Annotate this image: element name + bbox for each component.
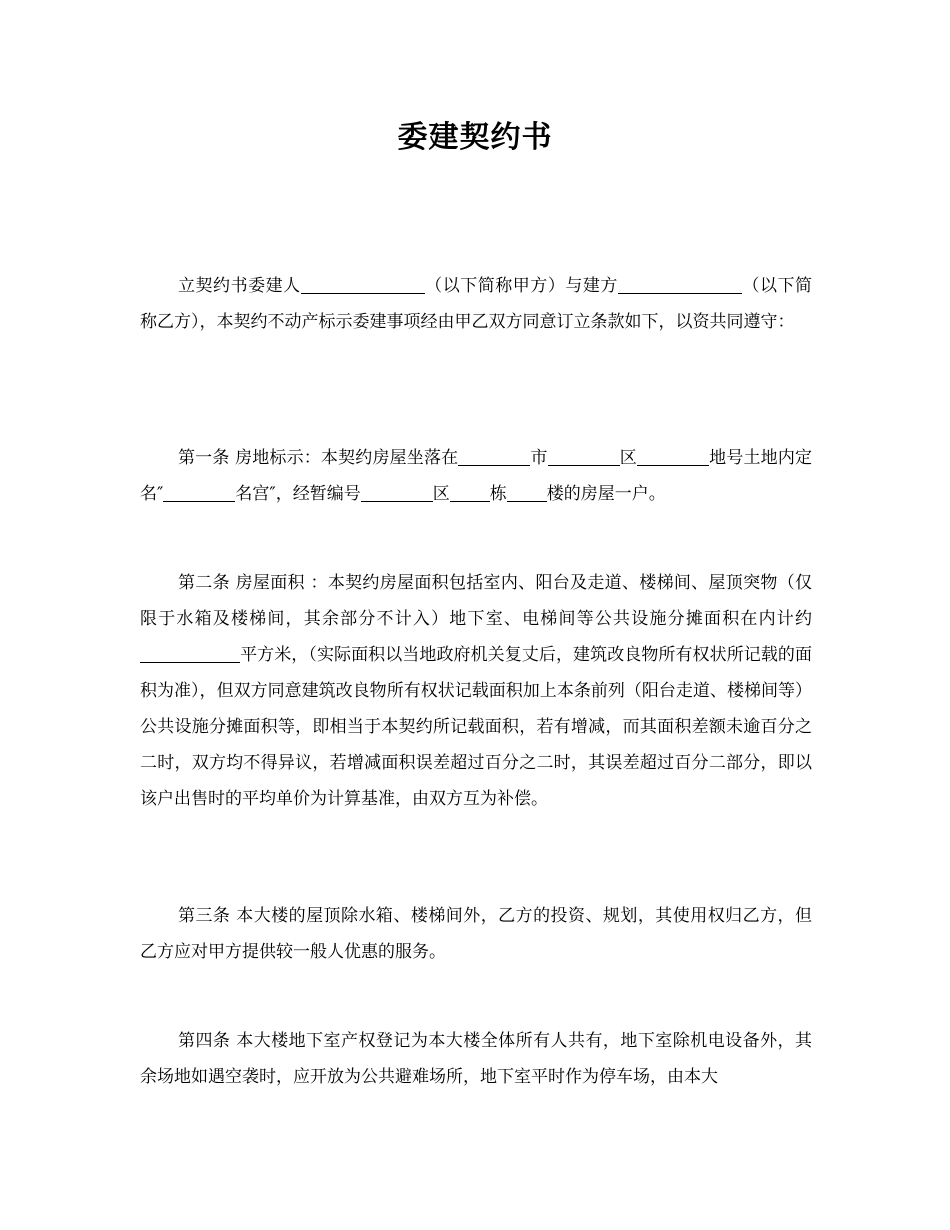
blank-building-name <box>163 483 235 502</box>
blank-city <box>458 447 530 466</box>
blank-building-block <box>450 483 490 502</box>
article-1-text-5: 名宫″，经暂编号 <box>235 484 361 504</box>
document-title: 委建契约书 <box>397 120 553 155</box>
blank-builder-name <box>618 275 742 294</box>
article-2-text-2: 平方米，（实际面积以当地政府机关复丈后，建筑改良物所有权状所记载的面积为准），但双方同意建筑改良物所有权状记载面积加上本条前列（阳台走道、楼梯间等）公共设施分摊面积等，即相当于本契约所记载面积，若有增减，而其面积差额未逾百分之二时，双方均不得异议，若增减面积误差超过百分之二时，其误差超过百分二部分，即以该户出售时的平均单价为计算基准，由双方互为补偿。 <box>140 645 812 809</box>
blank-temp-district <box>361 483 433 502</box>
blank-area-sqm <box>140 644 240 663</box>
blank-district <box>548 447 620 466</box>
article-4-paragraph: 第四条 本大楼地下室产权登记为本大楼全体所有人共有，地下室除机电设备外，其余场地如遇空袭时，应开放为公共避难场所，地下室平时作为停车场，由本大 <box>140 1031 812 1087</box>
article-1-text-6: 区 <box>432 484 450 504</box>
article-2-paragraph <box>140 565 812 817</box>
article-1-paragraph <box>140 440 812 512</box>
paragraph-preamble <box>140 268 812 340</box>
preamble-text-2: （以下简称甲方）与建方 <box>424 276 618 296</box>
article-1-text-2: 市 <box>530 448 548 468</box>
article-3-paragraph: 第三条 本大楼的屋顶除水箱、楼梯间外，乙方的投资、规划，其使用权归乙方，但乙方应对甲方提供较一般人优惠的服务。 <box>140 906 812 962</box>
article-1-text-4: 地号土地内定名″ <box>140 448 813 504</box>
preamble-text-3: （以下简称乙方），本契约不动产标示委建事项经由甲乙双方同意订立条款如下，以资共同遵守： <box>140 276 813 332</box>
blank-party-a-name <box>301 275 425 294</box>
article-1-text-7: 栋 <box>489 484 507 504</box>
article-2-text-1: 第二条 房屋面积 ：本契约房屋面积包括室内、阳台及走道、楼梯间、屋顶突物（仅限于水箱及楼梯间，其余部分不计入）地下室、电梯间等公共设施分摊面积在内计约 <box>140 573 812 629</box>
blank-floor <box>507 483 547 502</box>
blank-lot-number <box>637 447 709 466</box>
preamble-text-1: 立契约书委建人 <box>178 276 301 296</box>
article-1-text-3: 区 <box>619 448 637 468</box>
article-1-text-8: 楼的房屋一户。 <box>546 484 666 504</box>
article-1-text-1: 第一条 房地标示：本契约房屋坐落在 <box>178 448 459 468</box>
